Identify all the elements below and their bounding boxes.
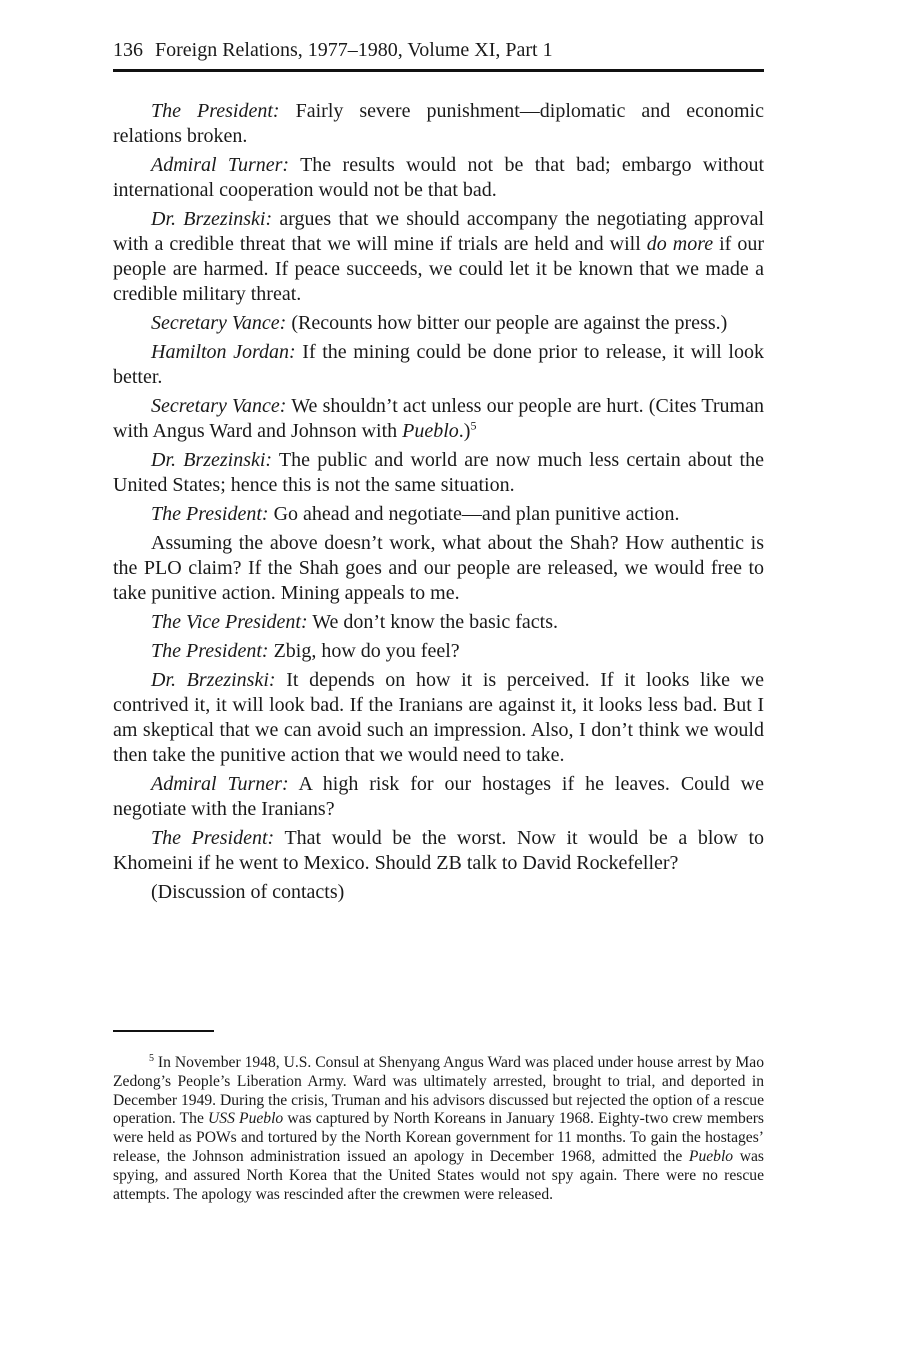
paragraph: [113, 880, 764, 905]
speaker: Admiral Turner:: [151, 154, 290, 176]
paragraph: [113, 639, 764, 664]
paragraph: [113, 531, 764, 606]
body-text: [113, 99, 764, 909]
paragraph: [113, 772, 764, 822]
paragraph: [113, 448, 764, 498]
speaker: Secretary Vance:: [151, 312, 287, 334]
speaker: Admiral Turner:: [151, 773, 289, 795]
statement: That would be the worst. Now it would be a blow to Khomeini if he went to Mexico. Should ZB talk to David Rockefeller?: [113, 827, 764, 874]
speaker: The President:: [151, 827, 275, 849]
running-title: Foreign Relations, 1977–1980, Volume XI, Part 1: [155, 39, 553, 61]
statement: (Recounts how bitter our people are against the press.): [286, 312, 728, 334]
paragraph: [113, 153, 764, 203]
paragraph: [113, 99, 764, 149]
speaker: The President:: [151, 503, 269, 525]
speaker: Hamilton Jordan:: [151, 341, 296, 363]
ship-name: Pueblo: [402, 420, 459, 442]
statement: (Discussion of contacts): [151, 881, 345, 903]
footnote-part: In November 1948, U.S. Consul at Shenyang Angus Ward was placed under house arrest by Mao Zedong’s People’s Liberation Army. Ward was ultimately arrested, brought to trial, and deported in December 1949. During the crisis, Truman and his advisors discussed but rejected the option of a rescue operation. The: [113, 1054, 764, 1128]
speaker: The Vice President:: [151, 611, 308, 633]
speaker: Dr. Brzezinski:: [151, 449, 273, 471]
statement: The public and world are now much less certain about the United States; hence this is not the same situation.: [113, 449, 764, 496]
speaker: The President:: [151, 100, 280, 122]
paragraph: [113, 311, 764, 336]
paragraph: [113, 610, 764, 635]
running-header: [113, 37, 764, 67]
footnote: [113, 1054, 764, 1204]
statement: Assuming the above doesn’t work, what about the Shah? How authentic is the PLO claim? If the Shah goes and our people are released, we would free to take punitive action. Mining appeals to me.: [113, 532, 764, 604]
paragraph: [113, 826, 764, 876]
ship-name: USS Pueblo: [208, 1110, 284, 1128]
statement: Zbig, how do you feel?: [268, 640, 460, 662]
speaker: Dr. Brzezinski:: [151, 669, 276, 691]
paragraph: [113, 340, 764, 390]
footnote-text: [113, 1054, 764, 1204]
statement-cont: .): [458, 420, 471, 442]
speaker: The President:: [151, 640, 269, 662]
speaker: Secretary Vance:: [151, 395, 287, 417]
page-number: 136: [113, 39, 143, 61]
emphasis: do more: [646, 233, 714, 255]
footnote-ref[interactable]: 5: [470, 418, 477, 433]
statement: Go ahead and negotiate—and plan punitive action.: [268, 503, 680, 525]
footnote-rule: [113, 1030, 214, 1032]
ship-name: Pueblo: [688, 1147, 734, 1165]
footnote-number: 5: [149, 1052, 154, 1064]
statement-cont: if our people are harmed. If peace succeeds, we could let it be known that we made a credible military threat.: [113, 233, 764, 305]
paragraph: [113, 502, 764, 527]
statement: We shouldn’t act unless our people are hurt. (Cites Truman with Angus Ward and Johnson with: [113, 395, 764, 442]
statement: We don’t know the basic facts.: [307, 611, 558, 633]
paragraph: [113, 668, 764, 768]
statement: Fairly severe punishment—diplomatic and economic relations broken.: [113, 100, 764, 147]
statement: It depends on how it is perceived. If it looks like we contrived it, it will look bad. If the Iranians are against it, it looks less bad. But I am skeptical that we can avoid such an impression. Also, I don’t think we would then take the punitive action that we would need to take.: [113, 669, 764, 766]
footnote-part: was captured by North Koreans in January 1968. Eighty-two crew members were held as POWs and tortured by the North Korean government for 11 months. To gain the hostages’ release, the Johnson administration issued an apology in December 1968, admitted the: [113, 1110, 764, 1165]
footnote-part: was spying, and assured North Korea that the United States would not spy again. There were no rescue attempts. The apology was rescinded after the crewmen were released.: [113, 1147, 764, 1203]
statement: The results would not be that bad; embargo without international cooperation would not be that bad.: [113, 154, 764, 201]
speaker: Dr. Brzezinski:: [151, 208, 273, 230]
header-rule: [113, 69, 764, 72]
statement: If the mining could be done prior to release, it will look better.: [113, 341, 764, 388]
statement: A high risk for our hostages if he leaves. Could we negotiate with the Iranians?: [113, 773, 764, 820]
paragraph: [113, 394, 764, 444]
paragraph: [113, 207, 764, 307]
statement: argues that we should accompany the negotiating approval with a credible threat that we will mine if trials are held and will: [113, 208, 765, 255]
